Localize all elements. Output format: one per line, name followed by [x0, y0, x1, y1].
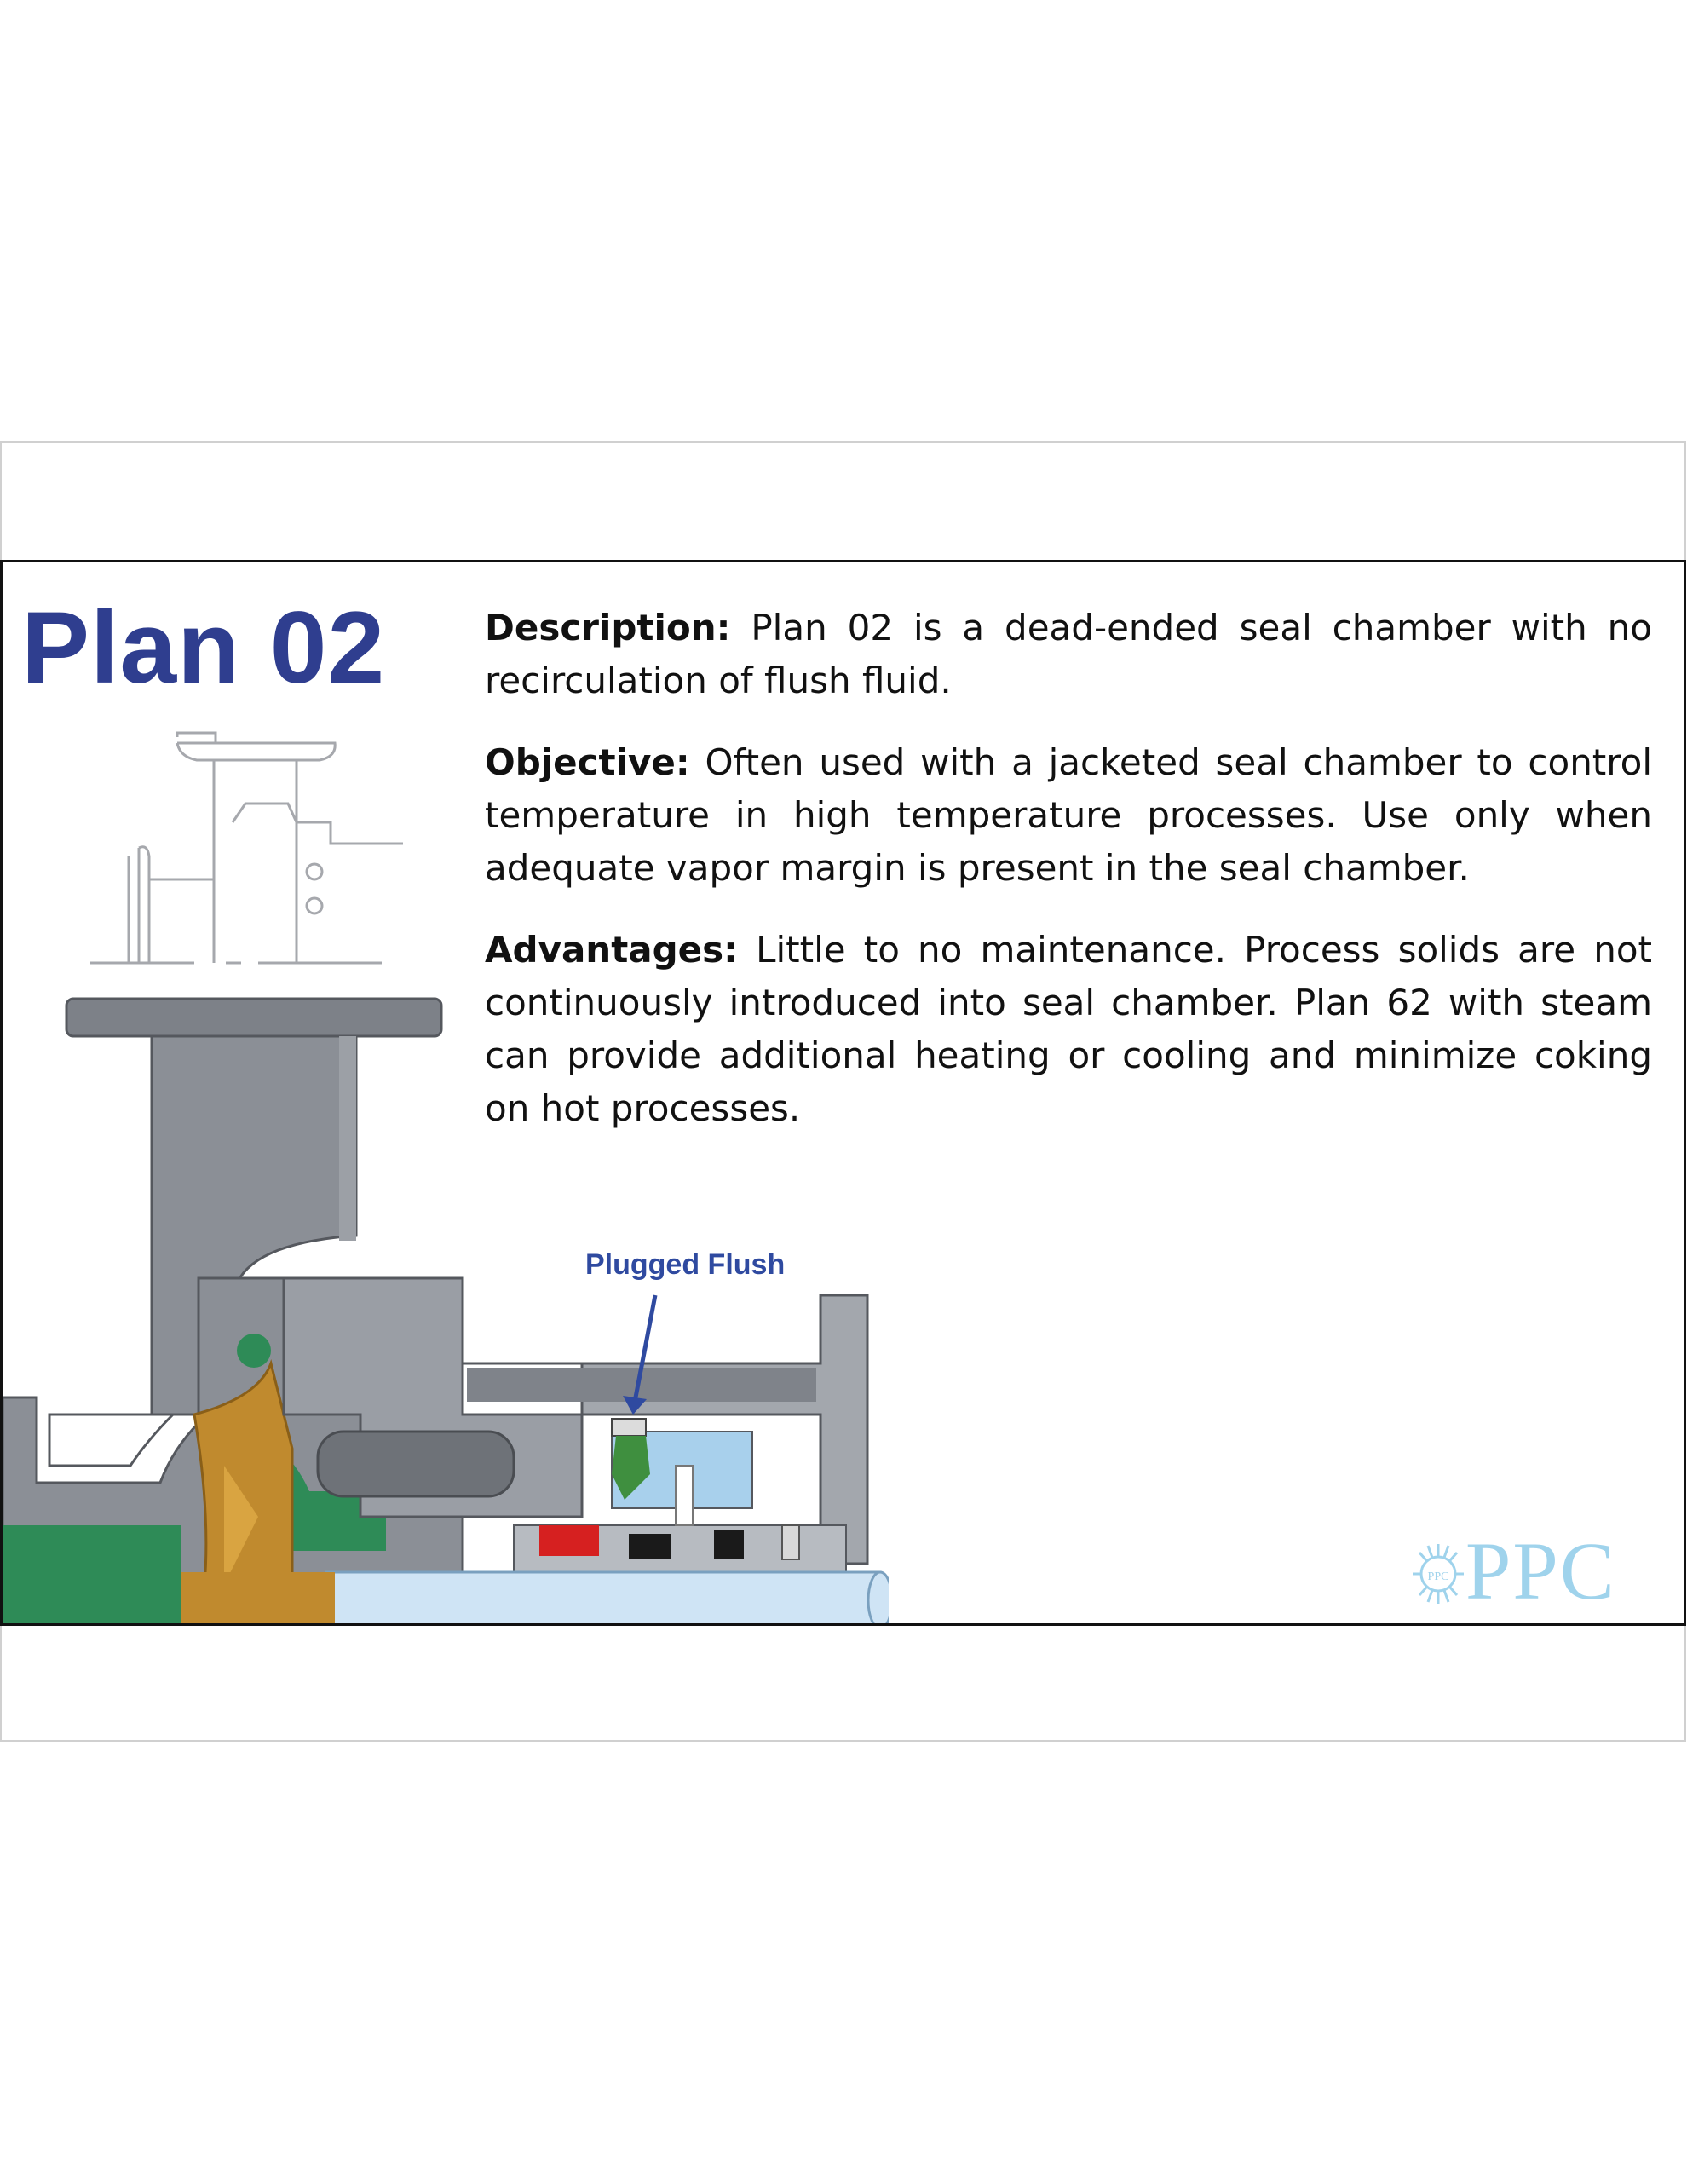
ppc-logo-text: PPC [1465, 1525, 1616, 1616]
ppc-emblem-text: PPC [1427, 1570, 1449, 1583]
objective-text: Often used with a jacketed seal chamber to control temperature in high temperature processes. Use only when adequate vapor margin is present in the seal chamber. [485, 741, 1652, 889]
discharge-flange [66, 999, 441, 1036]
ppc-logo [1404, 1525, 1660, 1616]
slide [0, 560, 1686, 1626]
plugged-flush-port [612, 1419, 646, 1436]
advantages-label: Advantages: [485, 929, 738, 971]
ppc-emblem-icon [1404, 1536, 1472, 1612]
description-text: Plan 02 is a dead-ended seal chamber with no recirculation of flush fluid. [485, 607, 1652, 701]
plan-title: Plan 02 [21, 591, 386, 705]
volute-fluid [3, 1525, 181, 1626]
advantages-text: Little to no maintenance. Process solids are not continuously introduced into seal chamber. Plan 62 with steam can provide additional heating or cooling and minimize coking on hot processes. [485, 929, 1652, 1129]
objective-label: Objective: [485, 741, 690, 783]
red-gasket [539, 1525, 599, 1556]
plugged-flush-label: Plugged Flush [585, 1248, 786, 1281]
description-label: Description: [485, 607, 731, 648]
seal-chamber-cutaway [3, 562, 889, 1626]
shaft [326, 1572, 880, 1626]
